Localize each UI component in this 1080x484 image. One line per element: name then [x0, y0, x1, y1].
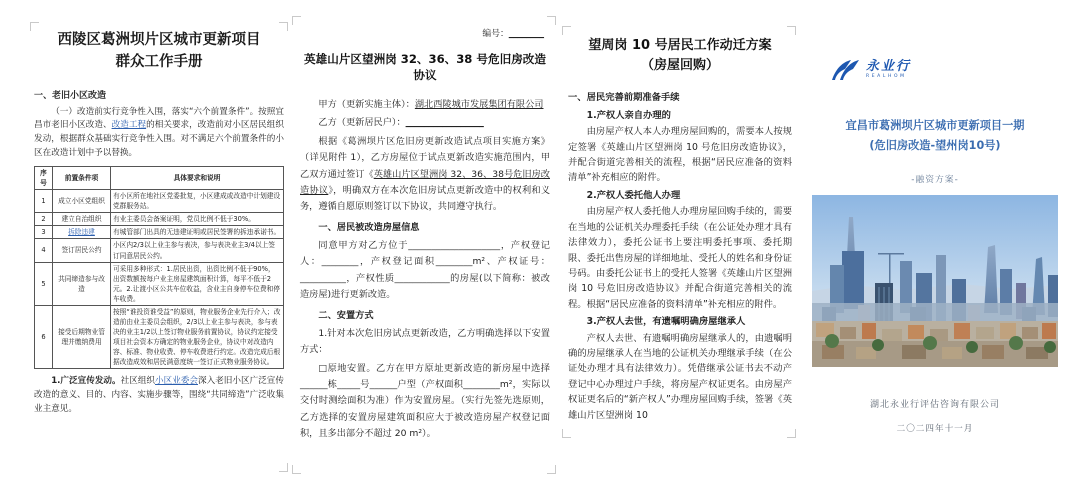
cell-condition-link[interactable]: 拆除违建: [53, 226, 111, 239]
cell-detail: 小区内2/3以上业主参与表决，参与表决业主3/4以上签订同意居民公约。: [111, 239, 284, 262]
crop-mark: [562, 429, 571, 438]
page-financing-cover: [802, 0, 1068, 484]
serial-number-line: [300, 26, 550, 39]
cell-detail: 可采用多种形式：1.居民出资，出资比例不低于90%，出资数额按每户业主房屋建筑面积计算，每平不低于2元。2.让渡小区公共车位收益，含业主自身停车位费和停车收费。: [111, 262, 284, 305]
intro-text-1: （一）改造前实行竞争性入围，落实“六个前置条件”。按照宜昌市老旧小区改造、: [34, 106, 284, 131]
cell-detail: 有业主委员会备案证明，党员比例不低于30%。: [111, 213, 284, 226]
table-row: [35, 305, 284, 368]
crop-mark: [562, 26, 571, 35]
party-b-blank-field[interactable]: _________________: [405, 117, 484, 129]
party-a-line: [300, 97, 550, 113]
cell-seq: 1: [35, 190, 53, 213]
agreement-section1-heading: 一、居民被改造房屋信息: [318, 221, 420, 233]
cover-subtitle: -融资方案-: [911, 175, 959, 186]
resettlement-intro-paragraph: 1.针对本次危旧房试点更新改造，乙方明确选择以下安置方式：: [300, 327, 550, 356]
company-logo: [830, 58, 1058, 82]
renovation-project-link[interactable]: 改造工程: [111, 120, 147, 131]
logo-english-name: REALHOM: [866, 74, 907, 80]
cell-condition: 建立自治组织: [53, 213, 111, 226]
cover-title-line2: (危旧房改造-望州岗10号): [869, 139, 1001, 153]
publicity-text-1: 社区组织: [120, 376, 156, 387]
cell-condition: 签订居民公约: [53, 239, 111, 262]
agreement-name-underlined: 英雄山片区望洲岗 32、36、38号危旧房改造协议: [300, 168, 550, 196]
agreement-intro-2: 》，明确双方在本次危旧房试点更新改造中的权利和义务，遵循自愿原则签订以下协议，共同遵守执行。: [300, 184, 551, 213]
party-b-label: 乙方（更新居民户）：: [318, 117, 406, 129]
plan-body: [568, 90, 792, 423]
logo-chinese-name: 永业行: [866, 59, 912, 75]
crop-mark: [547, 465, 556, 474]
house-info-paragraph: 同意甲方对乙方位于____________________，产权登记人：________，产权登记面积________m²、产权证号：__________，产权性质____________的房屋(以下简称：被改造房屋)进行更新改造。: [300, 240, 550, 301]
serial-label: 编号：: [482, 29, 509, 39]
serial-blank-field[interactable]: ________: [508, 29, 544, 39]
page-agreement: [290, 0, 558, 484]
plan-item2-heading: 2.产权人委托他人办理: [586, 189, 681, 201]
cell-condition: 共同缔造参与改造: [53, 262, 111, 305]
owners-committee-link[interactable]: 小区业委会: [155, 376, 198, 387]
agreement-intro-paragraph: [300, 134, 550, 216]
cell-seq: 6: [35, 305, 53, 368]
agreement-title: 英雄山片区望洲岗 32、36、38 号危旧房改造协议: [304, 52, 546, 82]
party-a-label: 甲方（更新实施主体）：: [318, 99, 415, 110]
crop-mark: [292, 16, 301, 25]
plan-item1-heading: 1.产权人亲自办理的: [586, 109, 671, 121]
publicity-text-2: 深入老旧小区广泛宣传改造的意义、目的、内容、实施步骤等，围绕“共同缔造”广泛收集业主意见。: [34, 376, 284, 414]
party-a-value: 湖北西陵城市发展集团有限公司: [414, 99, 544, 110]
plan-title-line1: 望周岗 10 号居民工作动迁方案: [588, 38, 772, 53]
agreement-intro-1: 根据《葛洲坝片区危旧房更新改造试点项目实施方案》（详见附件 1），乙方房屋位于试点更新改造实施范围内，甲乙双方通过签订《: [300, 135, 550, 180]
page-handbook: [30, 0, 288, 484]
plan-title-line2: （房屋回购）: [640, 58, 719, 74]
agreement-body: [300, 97, 550, 443]
cover-company-name: 湖北永业行评估咨询有限公司: [869, 400, 1000, 411]
table-row: [35, 239, 284, 262]
crop-mark: [547, 16, 556, 25]
handbook-publicity-paragraph: [34, 375, 284, 417]
cell-detail: 按照“谁投资谁受益”的原则，物业服务企业先行介入；改造前由业主委员会组织，2/3以上业主参与表决，参与表决的业主1/2以上签订物业服务前置协议，协议约定接受项目社会资本方确定的物业服务企业，协议中对改造内容、标准、物业收费、停车收费进行约定。改造完成后根据改造成效和居民满意度统一签订正式物业服务协议。: [111, 305, 284, 368]
plan-item3-text: 产权人去世、有遗嘱明确房屋继承人的，由遗嘱明确的房屋继承人在当地的公证机关办理继承手续（在公证处办理才具有法律效力）。凭借继承公证书去不动产登记中心办理过户手续，将房屋产权证更名。由房屋产权证更名后的“新产权人”办理房屋回购手续，签署《英雄山片区望洲岗 10: [568, 332, 792, 421]
table-row: [35, 190, 284, 213]
page-relocation-plan: [560, 0, 798, 484]
plan-item1-text: 由房屋产权人本人办理房屋回购的，需要本人按规定签署《英雄山片区望洲岗 10 号危旧房改造协议》，并配合街道完善相关的流程，根据“居民应准备的资料清单”补充相应的附件。: [568, 126, 792, 184]
crop-mark: [292, 465, 301, 474]
handbook-intro-paragraph: [34, 106, 284, 162]
crop-mark: [30, 22, 39, 31]
col-header-seq: 序号: [35, 167, 53, 190]
logo-text-block: [866, 60, 911, 80]
publicity-lead: 1.广泛宣传发动。: [51, 376, 121, 387]
agreement-section2-heading: 二、安置方式: [318, 309, 374, 321]
cell-condition: 接受后期物业管理并缴纳费用: [53, 305, 111, 368]
handbook-title: [34, 30, 284, 74]
cell-detail: 有小区所在地社区党委批复，小区建成或改造中计划建设党群服务站。: [111, 190, 284, 213]
cover-title: [812, 116, 1058, 156]
party-b-line: [300, 115, 550, 131]
plan-item2-text: 由房屋产权人委托他人办理房屋回购手续的，需要在当地的公证机关办理委托手续（在公证处办理才具有法律效力），委托公证书上要注明委托事项、委托期限、委托出售房屋的详细地址、受托人的姓名和身份证号码。由委托公证书上的受托人签署《英雄山片区望洲岗 10 号危旧房改造协议》并配合街道完善相关的流程。根据“居民应准备的资料清单”补充相应的附件。: [568, 206, 792, 310]
plan-title: [568, 36, 792, 76]
table-row: [35, 213, 284, 226]
table-header-row: [35, 167, 284, 190]
crop-mark: [787, 429, 796, 438]
table-row: [35, 226, 284, 239]
col-header-detail: 具体要求和说明: [111, 167, 284, 190]
table-row: [35, 262, 284, 305]
crop-mark: [279, 463, 288, 472]
col-header-condition: 前置条件项: [53, 167, 111, 190]
cell-condition: 成立小区党组织: [53, 190, 111, 213]
cell-seq: 4: [35, 239, 53, 262]
cover-date: 二〇二四年十一月: [896, 424, 974, 435]
crop-mark: [787, 26, 796, 35]
handbook-title-line2: 群众工作手册: [115, 53, 203, 70]
crop-mark: [279, 22, 288, 31]
logo-mark-icon: [830, 58, 860, 82]
preconditions-table: [34, 166, 284, 369]
preconditions-table-body: [35, 190, 284, 369]
handbook-title-line1: 西陵区葛洲坝片区城市更新项目: [57, 32, 261, 48]
cell-seq: 5: [35, 262, 53, 305]
cell-seq: 3: [35, 226, 53, 239]
cover-title-line1: 宜昌市葛洲坝片区城市更新项目一期: [845, 119, 1025, 132]
cell-detail: 有城管部门出具的无违建证明或居民签署的拆违承诺书。: [111, 226, 284, 239]
intro-text-2: 的相关要求，改造前对小区居民组织发动，根据群众基础实行竞争性入围。对不满足六个前置条件的小区在改造计划中予以替换。: [34, 120, 284, 159]
city-skyline-photo: [812, 195, 1058, 367]
handbook-section1-heading: 一、老旧小区改造: [34, 90, 107, 101]
plan-section1-heading: 一、居民完善前期准备手续: [568, 92, 680, 104]
plan-item3-heading: 3.产权人去世，有遗嘱明确房屋继承人: [586, 316, 746, 328]
onsite-resettlement-option[interactable]: □原地安置。乙方在甲方原址更新改造的新房屋中选择______栋_____号______户型（产权面积________m²，实际以交付时测绘面积为准）作为安置房屋。（实行先签先选原则，乙方选择的安置房屋建筑面积应大于被改造房屋产权登记面积，且多出部分不超过 20 m²）。: [300, 362, 550, 440]
cell-seq: 2: [35, 213, 53, 226]
